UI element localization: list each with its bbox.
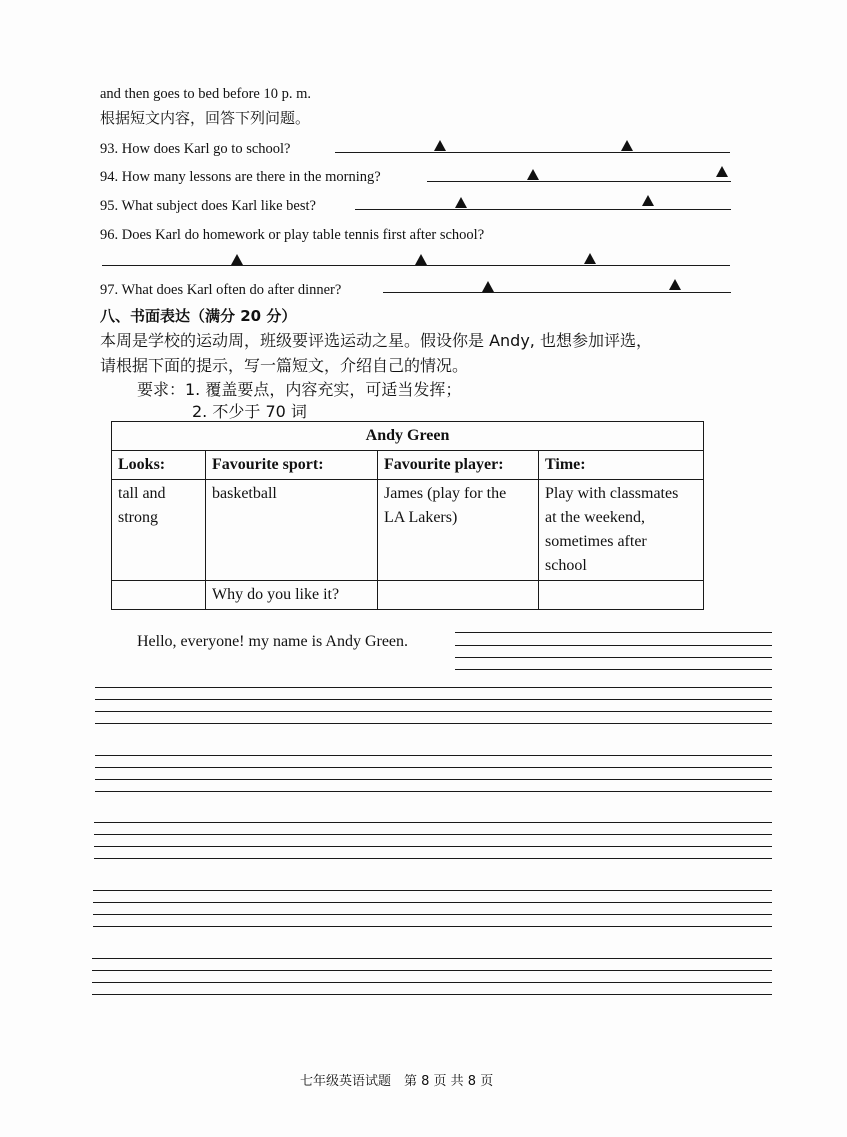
writing-line[interactable] [95,723,772,724]
cell-time-line: Play with classmates [545,485,679,502]
section-heading: 八、书面表达（满分 20 分） [100,307,297,325]
writing-line[interactable] [455,657,772,658]
writing-line[interactable] [95,687,772,688]
cell-empty [378,581,539,610]
triangle-marker-icon [455,197,467,208]
requirement-2: 2. 不少于 70 词 [192,402,307,421]
question-93: 93. How does Karl go to school? [100,141,291,157]
question-94: 94. How many lessons are there in the morning? [100,169,381,185]
prompt-line-2: 请根据下面的提示，写一篇短文，介绍自己的情况。 [100,356,469,375]
triangle-marker-icon [716,166,728,177]
writing-line[interactable] [455,645,772,646]
writing-line[interactable] [94,846,772,847]
writing-line[interactable] [95,699,772,700]
cell-time-line: school [545,557,587,574]
triangle-marker-icon [415,254,427,265]
cell-looks-line: tall and [118,485,166,502]
header-looks: Looks: [112,451,206,480]
writing-line[interactable] [455,669,772,670]
header-favourite-player: Favourite player: [378,451,539,480]
writing-line[interactable] [92,958,772,959]
cell-player [378,480,539,581]
header-time: Time: [539,451,704,480]
writing-line[interactable] [95,755,772,756]
cell-time-line: at the weekend, [545,509,645,526]
cell-empty [112,581,206,610]
instruction-text: 根据短文内容，回答下列问题。 [100,109,311,127]
writing-line[interactable] [95,711,772,712]
question-97: 97. What does Karl often do after dinner? [100,282,342,298]
writing-line[interactable] [93,914,772,915]
writing-line[interactable] [92,970,772,971]
writing-line[interactable] [93,926,772,927]
answer-line-96[interactable] [102,265,730,266]
writing-line[interactable] [92,994,772,995]
page-footer: 七年级英语试题 第 8 页 共 8 页 [300,1074,494,1089]
writing-line[interactable] [93,890,772,891]
answer-line-97[interactable] [383,292,731,293]
triangle-marker-icon [434,140,446,151]
triangle-marker-icon [482,281,494,292]
header-favourite-sport: Favourite sport: [206,451,378,480]
table-title: Andy Green [112,422,704,451]
writing-line[interactable] [92,982,772,983]
writing-line[interactable] [94,858,772,859]
info-table [111,421,704,610]
cell-player-line: LA Lakers) [384,509,458,526]
writing-line[interactable] [455,632,772,633]
answer-line-93[interactable] [335,152,730,153]
writing-line[interactable] [93,902,772,903]
triangle-marker-icon [231,254,243,265]
writing-line[interactable] [94,822,772,823]
cell-looks-line: strong [118,509,158,526]
cell-empty [539,581,704,610]
cell-looks [112,480,206,581]
writing-line[interactable] [95,767,772,768]
cell-time-line: sometimes after [545,533,647,550]
requirement-1: 要求：1. 覆盖要点，内容充实，可适当发挥； [137,380,462,399]
triangle-marker-icon [642,195,654,206]
opening-sentence: Hello, everyone! my name is Andy Green. [137,633,409,650]
triangle-marker-icon [621,140,633,151]
answer-line-95[interactable] [355,209,731,210]
triangle-marker-icon [527,169,539,180]
triangle-marker-icon [584,253,596,264]
cell-time [539,480,704,581]
writing-line[interactable] [95,791,772,792]
answer-line-94[interactable] [427,181,731,182]
question-95: 95. What subject does Karl like best? [100,198,316,214]
triangle-marker-icon [669,279,681,290]
writing-line[interactable] [95,779,772,780]
passage-end-text: and then goes to bed before 10 p. m. [100,86,312,102]
question-96: 96. Does Karl do homework or play table tennis first after school? [100,227,485,243]
prompt-line-1: 本周是学校的运动周，班级要评选运动之星。假设你是 Andy, 也想参加评选， [100,331,652,350]
writing-line[interactable] [94,834,772,835]
cell-player-line: James (play for the [384,485,507,502]
cell-why-question: Why do you like it? [206,581,378,610]
cell-sport: basketball [206,480,378,581]
